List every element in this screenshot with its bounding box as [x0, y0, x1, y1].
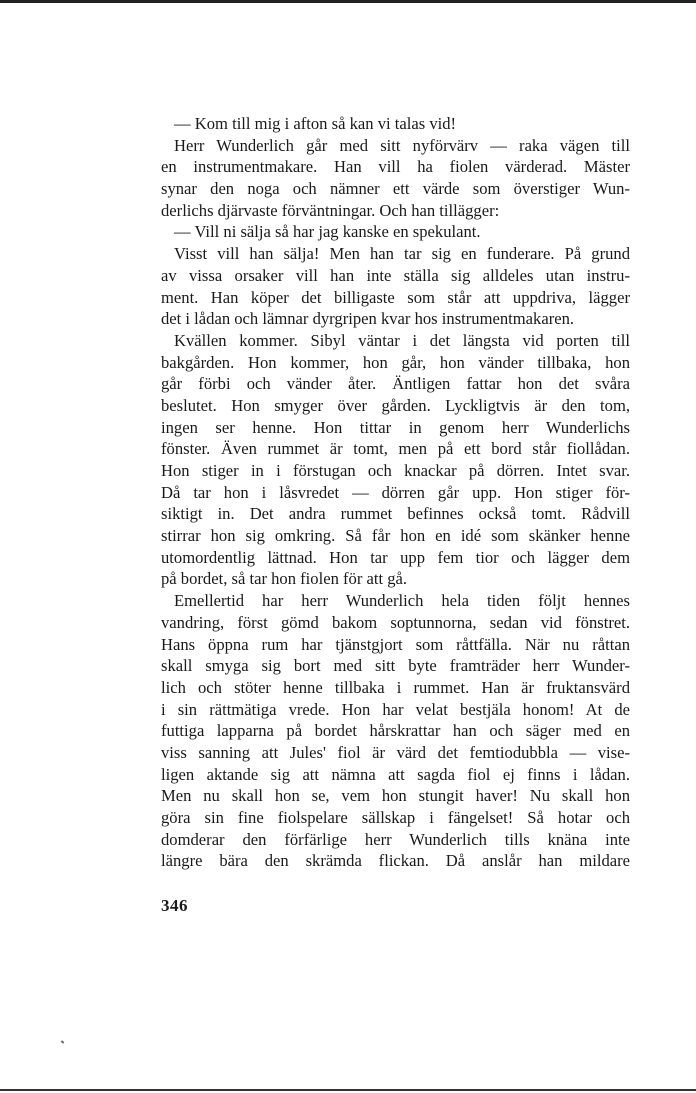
- text-line: går förbi och vänder åter. Äntligen fattar hon det svåra: [161, 374, 630, 394]
- text-line: — Kom till mig i afton så kan vi talas vid!: [174, 114, 457, 133]
- bottom-border-rule: [0, 1089, 696, 1091]
- text-line: i sin rättmätiga vrede. Hon har velat bestjäla honom! At de: [161, 699, 630, 719]
- text-line: ment. Han köper det billigaste som står att uppdriva, lägger: [161, 287, 630, 307]
- text-line: vandring, först gömd bakom soptunnorna, sedan vid fönstret.: [161, 612, 630, 632]
- text-line: lich och stöter henne tillbaka i rummet. Han är fruktansvärd: [161, 677, 630, 697]
- text-line: Hans öppna rum har tjänstgjort som råttfälla. När nu råttan: [161, 634, 630, 654]
- text-line: beslutet. Hon smyger över gården. Lyckligtvis är den tom,: [161, 395, 630, 415]
- text-line: göra sin fine fiolspelare sällskap i fängelset! Så hotar och: [161, 808, 630, 827]
- text-line: Visst vill han sälja! Men han tar sig en funderare. På grund: [174, 244, 630, 264]
- text-line: utomordentlig lättnad. Hon tar upp fem tior och lägger dem: [161, 547, 630, 567]
- text-line: stirrar hon sig omkring. Så får hon en idé som skänker henne: [161, 526, 630, 546]
- text-line: skall smyga sig bort med sitt byte framträder herr Wunder-: [161, 656, 630, 676]
- text-line: på bordet, så tar hon fiolen för att gå.: [161, 569, 408, 589]
- text-line: ingen ser henne. Hon tittar in genom herr Wunderlichs: [161, 417, 630, 437]
- text-line: synar den noga och nämner ett värde som överstiger Wun-: [161, 179, 630, 199]
- text-line: ligen aktande sig att nämna att sagda fiol ej finns i lådan.: [161, 764, 630, 784]
- text-line: Hon stiger in i förstugan och knackar på dörren. Intet svar.: [161, 461, 630, 480]
- text-line: Emellertid har herr Wunderlich hela tiden följt hennes: [174, 591, 630, 611]
- scan-speck: [61, 1040, 65, 1043]
- text-line: viss sanning att Jules' fiol är värd det femtiodubbla — vise-: [161, 742, 630, 762]
- text-line: domderar den förfärlige herr Wunderlich tills knäna inte: [161, 829, 630, 849]
- page-number: 346: [161, 896, 188, 915]
- text-line: bakgården. Hon kommer, hon går, hon vänder tillbaka, hon: [161, 352, 630, 372]
- text-line: futtiga lapparna på bordet hårskrattar han och säger med en: [161, 721, 630, 741]
- text-line: Herr Wunderlich går med sitt nyförvärv — raka vägen till: [174, 135, 630, 155]
- text-line: siktigt in. Det andra rummet befinnes också tomt. Rådvill: [161, 504, 630, 524]
- text-line: av vissa orsaker vill han inte ställa sig alldeles utan instru-: [161, 265, 630, 285]
- text-line: — Vill ni sälja så har jag kanske en spekulant.: [174, 222, 481, 242]
- text-line: längre bära den skrämda flickan. Då anslår han mildare: [161, 851, 630, 871]
- text-line: Då tar hon i låsvredet — dörren går upp. Hon stiger för-: [161, 482, 630, 502]
- text-line: en instrumentmakare. Han vill ha fiolen värderad. Mäster: [161, 157, 630, 177]
- text-line: fönster. Även rummet är tomt, men på ett bord står fiollådan.: [161, 439, 630, 459]
- text-line: det i lådan och lämnar dyrgripen kvar hos instrumentmakaren.: [161, 309, 575, 329]
- text-line: Men nu skall hon se, vem hon stungit haver! Nu skall hon: [161, 786, 630, 806]
- text-line: Kvällen kommer. Sibyl väntar i det längsta vid porten till: [174, 330, 630, 350]
- text-line: derlichs djärvaste förväntningar. Och han tillägger:: [161, 200, 500, 220]
- body-text: [161, 113, 630, 872]
- top-border-rule: [0, 0, 696, 3]
